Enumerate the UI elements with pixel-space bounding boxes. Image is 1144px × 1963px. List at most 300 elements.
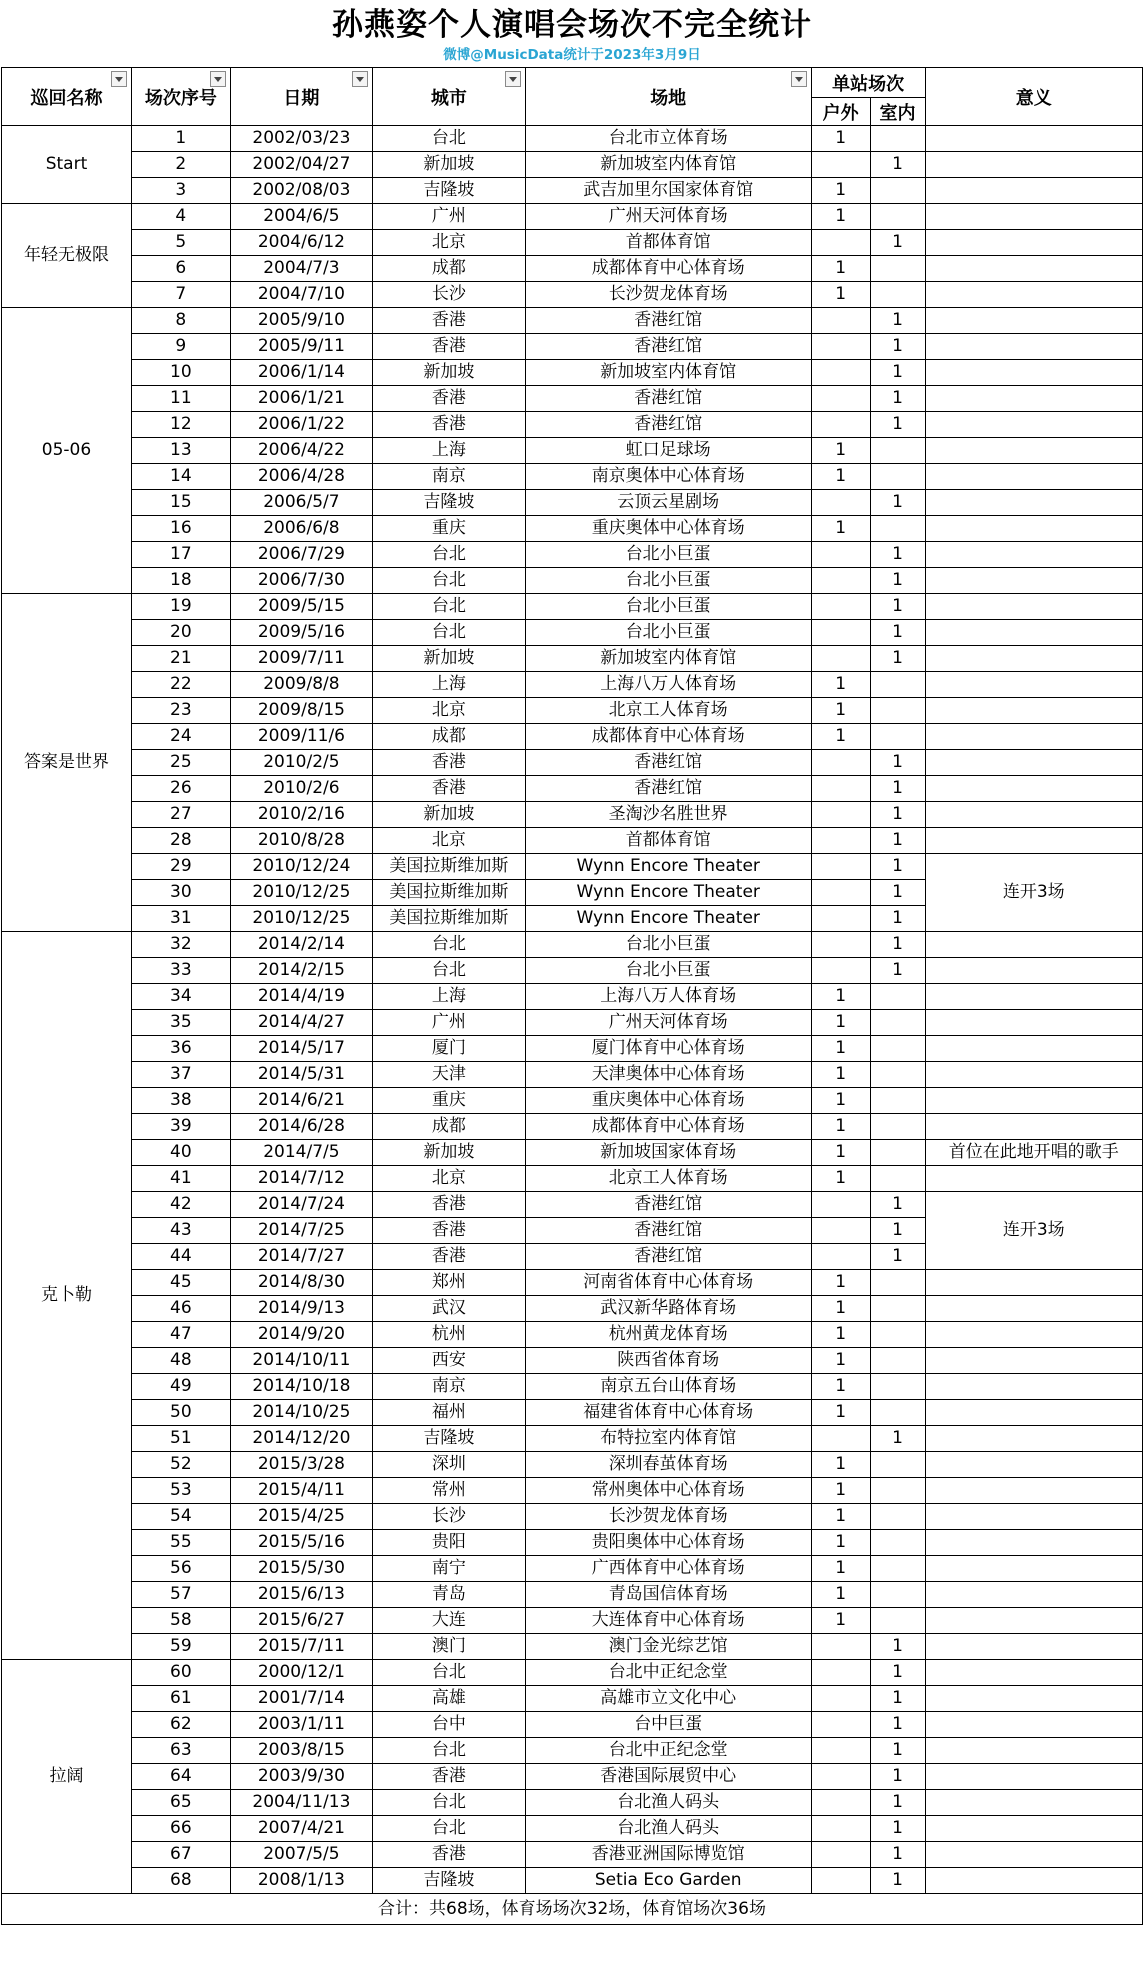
seq-cell: 25 [131,750,230,776]
city-cell: 厦门 [373,1036,525,1062]
outdoor-cell [811,1660,870,1686]
city-cell: 香港 [373,412,525,438]
seq-cell: 24 [131,724,230,750]
city-cell: 香港 [373,776,525,802]
table-row [2,1192,1143,1218]
meaning-cell: 首位在此地开唱的歌手 [925,1140,1143,1166]
indoor-cell: 1 [870,1816,925,1842]
table-row [2,412,1143,438]
meaning-cell [925,386,1143,412]
city-cell: 台北 [373,1816,525,1842]
seq-cell: 35 [131,1010,230,1036]
date-cell: 2015/5/30 [230,1556,372,1582]
indoor-cell: 1 [870,906,925,932]
outdoor-cell [811,152,870,178]
venue-cell: 台北渔人码头 [525,1816,811,1842]
table-row [2,672,1143,698]
seq-cell: 7 [131,282,230,308]
outdoor-cell: 1 [811,438,870,464]
header-city-label: 城市 [430,87,467,109]
meaning-cell [925,438,1143,464]
indoor-cell [870,204,925,230]
date-cell: 2007/4/21 [230,1816,372,1842]
table-row [2,360,1143,386]
table-row [2,1036,1143,1062]
outdoor-cell: 1 [811,1322,870,1348]
date-cell: 2010/2/6 [230,776,372,802]
date-cell: 2014/4/27 [230,1010,372,1036]
header-venue-label: 场地 [650,87,687,109]
indoor-cell [870,1374,925,1400]
outdoor-cell [811,958,870,984]
outdoor-cell [811,568,870,594]
venue-cell: 香港红馆 [525,776,811,802]
meaning-cell [925,1036,1143,1062]
date-cell: 2009/5/16 [230,620,372,646]
city-cell: 成都 [373,724,525,750]
indoor-cell: 1 [870,1634,925,1660]
indoor-cell [870,516,925,542]
venue-cell: 贵阳奥体中心体育场 [525,1530,811,1556]
meaning-cell [925,802,1143,828]
venue-cell: 香港红馆 [525,334,811,360]
outdoor-cell: 1 [811,178,870,204]
table-row [2,828,1143,854]
indoor-cell: 1 [870,490,925,516]
seq-cell: 39 [131,1114,230,1140]
date-cell: 2004/6/12 [230,230,372,256]
city-cell: 台北 [373,126,525,152]
indoor-cell: 1 [870,412,925,438]
indoor-cell: 1 [870,386,925,412]
meaning-cell [925,1296,1143,1322]
meaning-cell [925,1062,1143,1088]
outdoor-cell [811,932,870,958]
date-cell: 2005/9/10 [230,308,372,334]
outdoor-cell [811,1868,870,1894]
date-cell: 2014/7/12 [230,1166,372,1192]
venue-cell: 台中巨蛋 [525,1712,811,1738]
seq-cell: 23 [131,698,230,724]
seq-cell: 32 [131,932,230,958]
indoor-cell [870,256,925,282]
date-cell: 2006/7/30 [230,568,372,594]
indoor-cell [870,1270,925,1296]
date-cell: 2015/6/13 [230,1582,372,1608]
city-cell: 台北 [373,620,525,646]
filter-dropdown-icon[interactable] [210,71,226,87]
date-cell: 2010/2/16 [230,802,372,828]
outdoor-cell: 1 [811,984,870,1010]
date-cell: 2010/12/25 [230,880,372,906]
city-cell: 台北 [373,542,525,568]
table-row [2,438,1143,464]
indoor-cell [870,1452,925,1478]
indoor-cell: 1 [870,1764,925,1790]
meaning-cell [925,1868,1143,1894]
outdoor-cell: 1 [811,672,870,698]
seq-cell: 12 [131,412,230,438]
indoor-cell [870,1062,925,1088]
table-row [2,776,1143,802]
meaning-cell [925,724,1143,750]
meaning-cell [925,152,1143,178]
table-row [2,1452,1143,1478]
table-row [2,724,1143,750]
venue-cell: 陕西省体育场 [525,1348,811,1374]
city-cell: 重庆 [373,1088,525,1114]
date-cell: 2014/2/15 [230,958,372,984]
table-row [2,1764,1143,1790]
venue-cell: 新加坡室内体育馆 [525,152,811,178]
date-cell: 2002/08/03 [230,178,372,204]
city-cell: 香港 [373,1764,525,1790]
indoor-cell: 1 [870,1712,925,1738]
date-cell: 2006/6/8 [230,516,372,542]
outdoor-cell: 1 [811,1296,870,1322]
table-row [2,1790,1143,1816]
date-cell: 2002/04/27 [230,152,372,178]
outdoor-cell [811,620,870,646]
table-row [2,1114,1143,1140]
table-row [2,178,1143,204]
meaning-cell: 连开3场 [925,1192,1143,1270]
concert-table [1,67,1143,1925]
table-row [2,1374,1143,1400]
table-row [2,568,1143,594]
city-cell: 台北 [373,1738,525,1764]
outdoor-cell: 1 [811,282,870,308]
table-row [2,932,1143,958]
date-cell: 2010/8/28 [230,828,372,854]
indoor-cell [870,464,925,490]
filter-dropdown-icon[interactable] [111,71,127,87]
table-row [2,698,1143,724]
city-cell: 重庆 [373,516,525,542]
date-cell: 2006/1/21 [230,386,372,412]
seq-cell: 40 [131,1140,230,1166]
meaning-cell [925,1114,1143,1140]
city-cell: 吉隆坡 [373,178,525,204]
meaning-cell [925,1322,1143,1348]
date-cell: 2014/7/5 [230,1140,372,1166]
venue-cell: 南京五台山体育场 [525,1374,811,1400]
filter-dropdown-icon[interactable] [505,71,521,87]
meaning-cell [925,1374,1143,1400]
date-cell: 2015/5/16 [230,1530,372,1556]
outdoor-cell [811,1634,870,1660]
header-row [2,68,1143,98]
outdoor-cell [811,412,870,438]
outdoor-cell: 1 [811,1452,870,1478]
outdoor-cell: 1 [811,1608,870,1634]
outdoor-cell [811,490,870,516]
venue-cell: 南京奥体中心体育场 [525,464,811,490]
venue-cell: 澳门金光综艺馆 [525,1634,811,1660]
date-cell: 2004/11/13 [230,1790,372,1816]
date-cell: 2014/10/11 [230,1348,372,1374]
meaning-cell [925,1088,1143,1114]
venue-cell: 北京工人体育场 [525,1166,811,1192]
city-cell: 西安 [373,1348,525,1374]
venue-cell: 上海八万人体育场 [525,984,811,1010]
city-cell: 广州 [373,204,525,230]
meaning-cell [925,308,1143,334]
meaning-cell [925,932,1143,958]
date-cell: 2009/11/6 [230,724,372,750]
table-row [2,984,1143,1010]
meaning-cell [925,1634,1143,1660]
filter-dropdown-icon[interactable] [352,71,368,87]
meaning-cell [925,282,1143,308]
date-cell: 2006/7/29 [230,542,372,568]
seq-cell: 55 [131,1530,230,1556]
city-cell: 长沙 [373,1504,525,1530]
table-body [2,126,1143,1894]
outdoor-cell [811,1738,870,1764]
venue-cell: 台北小巨蛋 [525,932,811,958]
date-cell: 2014/5/31 [230,1062,372,1088]
city-cell: 天津 [373,1062,525,1088]
city-cell: 大连 [373,1608,525,1634]
page-subtitle: 微博@MusicData统计于2023年3月9日 [443,47,701,63]
seq-cell: 11 [131,386,230,412]
venue-cell: 成都体育中心体育场 [525,256,811,282]
seq-cell: 47 [131,1322,230,1348]
seq-cell: 53 [131,1478,230,1504]
city-cell: 台中 [373,1712,525,1738]
outdoor-cell: 1 [811,1478,870,1504]
meaning-cell [925,1426,1143,1452]
table-row [2,1426,1143,1452]
meaning-cell [925,230,1143,256]
seq-cell: 60 [131,1660,230,1686]
table-row [2,464,1143,490]
table-row [2,1062,1143,1088]
outdoor-cell [811,828,870,854]
city-cell: 美国拉斯维加斯 [373,906,525,932]
venue-cell: 香港红馆 [525,412,811,438]
indoor-cell: 1 [870,932,925,958]
date-cell: 2009/8/8 [230,672,372,698]
filter-dropdown-icon[interactable] [791,71,807,87]
header-meaning: 意义 [925,68,1143,126]
table-row [2,386,1143,412]
venue-cell: 成都体育中心体育场 [525,724,811,750]
venue-cell: 深圳春茧体育场 [525,1452,811,1478]
seq-cell: 52 [131,1452,230,1478]
seq-cell: 44 [131,1244,230,1270]
date-cell: 2014/8/30 [230,1270,372,1296]
city-cell: 新加坡 [373,646,525,672]
indoor-cell [870,1348,925,1374]
meaning-cell [925,1738,1143,1764]
table-row [2,750,1143,776]
header-seq [131,68,230,126]
seq-cell: 43 [131,1218,230,1244]
indoor-cell: 1 [870,542,925,568]
date-cell: 2003/1/11 [230,1712,372,1738]
date-cell: 2014/12/20 [230,1426,372,1452]
city-cell: 新加坡 [373,1140,525,1166]
venue-cell: 首都体育馆 [525,230,811,256]
outdoor-cell: 1 [811,1088,870,1114]
city-cell: 常州 [373,1478,525,1504]
indoor-cell [870,724,925,750]
seq-cell: 22 [131,672,230,698]
indoor-cell [870,1296,925,1322]
table-row [2,256,1143,282]
header-city [373,68,525,126]
table-row [2,1530,1143,1556]
seq-cell: 31 [131,906,230,932]
date-cell: 2006/4/22 [230,438,372,464]
outdoor-cell [811,1842,870,1868]
city-cell: 成都 [373,256,525,282]
meaning-cell [925,1348,1143,1374]
venue-cell: 香港红馆 [525,308,811,334]
date-cell: 2015/7/11 [230,1634,372,1660]
seq-cell: 27 [131,802,230,828]
meaning-cell [925,698,1143,724]
venue-cell: 台北小巨蛋 [525,594,811,620]
meaning-cell [925,1504,1143,1530]
city-cell: 吉隆坡 [373,1426,525,1452]
date-cell: 2014/9/13 [230,1296,372,1322]
indoor-cell: 1 [870,854,925,880]
outdoor-cell: 1 [811,1582,870,1608]
seq-cell: 37 [131,1062,230,1088]
indoor-cell: 1 [870,1426,925,1452]
indoor-cell [870,1504,925,1530]
indoor-cell [870,1140,925,1166]
date-cell: 2003/9/30 [230,1764,372,1790]
city-cell: 新加坡 [373,152,525,178]
city-cell: 福州 [373,1400,525,1426]
meaning-cell [925,1478,1143,1504]
seq-cell: 28 [131,828,230,854]
city-cell: 高雄 [373,1686,525,1712]
seq-cell: 45 [131,1270,230,1296]
seq-cell: 62 [131,1712,230,1738]
venue-cell: 台北小巨蛋 [525,542,811,568]
venue-cell: 厦门体育中心体育场 [525,1036,811,1062]
outdoor-cell [811,386,870,412]
date-cell: 2005/9/11 [230,334,372,360]
outdoor-cell [811,1764,870,1790]
table-row [2,1608,1143,1634]
seq-cell: 51 [131,1426,230,1452]
meaning-cell [925,646,1143,672]
city-cell: 贵阳 [373,1530,525,1556]
seq-cell: 50 [131,1400,230,1426]
table-row [2,1478,1143,1504]
table-row [2,230,1143,256]
indoor-cell: 1 [870,880,925,906]
seq-cell: 34 [131,984,230,1010]
meaning-cell [925,958,1143,984]
outdoor-cell [811,308,870,334]
table-row [2,1140,1143,1166]
venue-cell: 重庆奥体中心体育场 [525,1088,811,1114]
date-cell: 2015/4/11 [230,1478,372,1504]
seq-cell: 64 [131,1764,230,1790]
indoor-cell: 1 [870,750,925,776]
date-cell: 2014/7/25 [230,1218,372,1244]
seq-cell: 30 [131,880,230,906]
indoor-cell [870,1478,925,1504]
tour-name-cell: 年轻无极限 [2,204,132,308]
seq-cell: 61 [131,1686,230,1712]
outdoor-cell [811,776,870,802]
outdoor-cell [811,1790,870,1816]
indoor-cell [870,178,925,204]
meaning-cell [925,1608,1143,1634]
meaning-cell [925,1660,1143,1686]
venue-cell: 新加坡国家体育场 [525,1140,811,1166]
meaning-cell [925,984,1143,1010]
city-cell: 美国拉斯维加斯 [373,854,525,880]
seq-cell: 16 [131,516,230,542]
outdoor-cell [811,1192,870,1218]
venue-cell: 香港亚洲国际博览馆 [525,1842,811,1868]
date-cell: 2006/5/7 [230,490,372,516]
venue-cell: 台北中正纪念堂 [525,1660,811,1686]
seq-cell: 6 [131,256,230,282]
outdoor-cell [811,230,870,256]
seq-cell: 36 [131,1036,230,1062]
venue-cell: Wynn Encore Theater [525,854,811,880]
venue-cell: 香港红馆 [525,1192,811,1218]
outdoor-cell: 1 [811,1270,870,1296]
outdoor-cell [811,542,870,568]
city-cell: 上海 [373,438,525,464]
indoor-cell [870,282,925,308]
city-cell: 杭州 [373,1322,525,1348]
seq-cell: 2 [131,152,230,178]
seq-cell: 42 [131,1192,230,1218]
seq-cell: 49 [131,1374,230,1400]
meaning-cell [925,1530,1143,1556]
venue-cell: 长沙贺龙体育场 [525,1504,811,1530]
seq-cell: 54 [131,1504,230,1530]
indoor-cell [870,438,925,464]
city-cell: 台北 [373,958,525,984]
date-cell: 2009/7/11 [230,646,372,672]
city-cell: 新加坡 [373,360,525,386]
venue-cell: 北京工人体育场 [525,698,811,724]
date-cell: 2006/1/22 [230,412,372,438]
seq-cell: 9 [131,334,230,360]
indoor-cell [870,1088,925,1114]
indoor-cell: 1 [870,828,925,854]
indoor-cell [870,1608,925,1634]
table-row [2,542,1143,568]
city-cell: 武汉 [373,1296,525,1322]
meaning-cell [925,1790,1143,1816]
outdoor-cell [811,854,870,880]
seq-cell: 59 [131,1634,230,1660]
seq-cell: 57 [131,1582,230,1608]
meaning-cell [925,1712,1143,1738]
indoor-cell: 1 [870,1868,925,1894]
date-cell: 2010/12/24 [230,854,372,880]
venue-cell: 云顶云星剧场 [525,490,811,516]
meaning-cell [925,1400,1143,1426]
city-cell: 香港 [373,750,525,776]
table-row [2,1842,1143,1868]
seq-cell: 5 [131,230,230,256]
